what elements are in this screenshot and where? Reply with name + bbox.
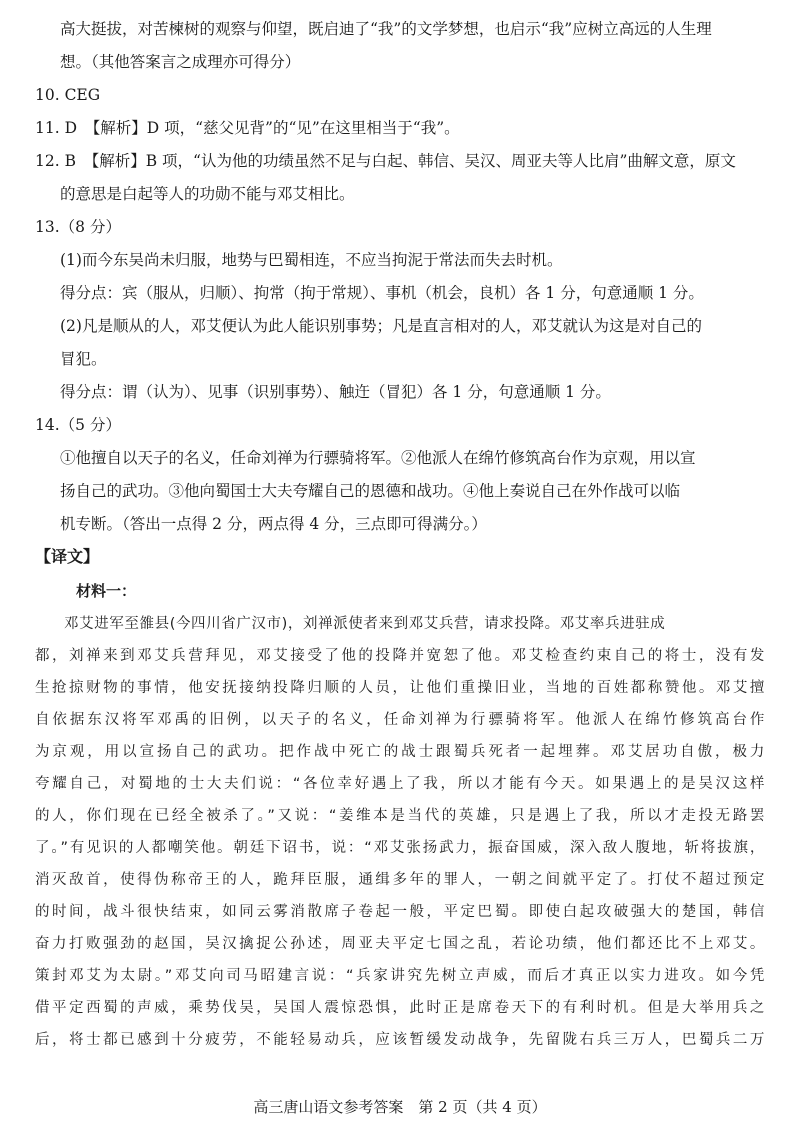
answer-13-scoring-2: 得分点：谓（认为）、见事（识别事势）、触迕（冒犯）各 1 分，句意通顺 1 分。: [60, 383, 611, 401]
translation-line: 都，刘禅来到邓艾兵营拜见，邓艾接受了他的投降并宽恕了他。邓艾检查约束自己的将士，没有发: [35, 648, 765, 664]
translation-line: 后，将士都已感到十分疲劳，不能轻易动兵，应该暂缓发动战争，先留陇右兵三万人，巴蜀兵二万: [35, 1032, 765, 1048]
translation-line: 邓艾进军至雒县(今四川省广汉市)，刘禅派使者来到邓艾兵营，请求投降。邓艾率兵进驻成: [64, 616, 666, 632]
translation-line: 为京观，用以宣扬自己的武功。把作战中死亡的战士跟蜀兵死者一起埋葬。邓艾居功自傲，极力: [35, 744, 765, 760]
translation-line: 的时间，战斗很快结束，如同云雾消散席子卷起一般，平定巴蜀。即使白起攻破强大的楚国，韩信: [35, 904, 765, 920]
answer-9-continuation-line-1: 高大挺拔，对苦楝树的观察与仰望，既启迪了“我”的文学梦想，也启示“我”应树立高远的人生理: [60, 20, 712, 38]
answer-13-part-2-line-1: (2)凡是顺从的人，邓艾便认为此人能识别事势；凡是直言相对的人，邓艾就认为这是对自己的: [60, 317, 702, 335]
answer-13-scoring-1: 得分点：宾（服从，归顺）、拘常（拘于常规）、事机（机会，良机）各 1 分，句意通顺 1 分。: [60, 284, 704, 302]
answer-11: 11. D 【解析】D 项，“慈父见背”的“见”在这里相当于“我”。: [35, 119, 460, 137]
answer-12-line-1: 12. B 【解析】B 项，“认为他的功绩虽然不足与白起、韩信、吴汉、周亚夫等人比肩”曲解文意，原文: [35, 152, 736, 170]
answer-14-line-2: 扬自己的武功。③他向蜀国士大夫夸耀自己的恩德和战功。④他上奏说自己在外作战可以临: [60, 482, 681, 500]
answer-10: 10. CEG: [35, 86, 101, 104]
translation-line: 策封邓艾为太尉。”邓艾向司马昭建言说：“兵家讲究先树立声威，而后才真正以实力进攻。如今凭: [35, 968, 765, 984]
translation-line: 借平定西蜀的声威，乘势伐吴，吴国人震惊恐惧，此时正是席卷天下的有利时机。但是大举用兵之: [35, 1000, 765, 1016]
answer-13-heading: 13.（8 分）: [35, 218, 121, 236]
answer-14-line-3: 机专断。（答出一点得 2 分，两点得 4 分，三点即可得满分。）: [60, 515, 487, 533]
translation-line: 了。”有见识的人都嘲笑他。朝廷下诏书，说：“邓艾张扬武力，振奋国威，深入敌人腹地，斩将拔旗，: [35, 840, 765, 856]
answer-14-heading: 14.（5 分）: [35, 416, 121, 434]
translation-line: 夸耀自己，对蜀地的士大夫们说：“各位幸好遇上了我，所以才能有今天。如果遇上的是吴汉这样: [35, 776, 765, 792]
page-footer: 高三唐山语文参考答案 第 2 页（共 4 页）: [253, 1098, 547, 1116]
answer-12-line-2: 的意思是白起等人的功勋不能与邓艾相比。: [60, 185, 355, 203]
translation-line: 消灭敌首，使得伪称帝王的人，跪拜臣服，通缉多年的罪人，一朝之间就平定了。打仗不超过预定: [35, 872, 765, 888]
answer-14-line-1: ①他擅自以天子的名义，任命刘禅为行骠骑将军。②他派人在绵竹修筑高台作为京观，用以宣: [60, 449, 696, 467]
translation-heading: 【译文】: [35, 547, 100, 566]
answer-13-part-2-line-2: 冒犯。: [60, 350, 107, 368]
answer-9-continuation-line-2: 想。（其他答案言之成理亦可得分）: [60, 53, 301, 71]
translation-line: 自依据东汉将军邓禹的旧例，以天子的名义，任命刘禅为行骠骑将军。他派人在绵竹修筑高台作: [35, 712, 765, 728]
translation-line: 生抢掠财物的事情，他安抚接纳投降归顺的人员，让他们重操旧业，当地的百姓都称赞他。邓艾擅: [35, 680, 765, 696]
translation-line: 的人，你们现在已经全被杀了。”又说：“姜维本是当代的英雄，只是遇上了我，所以才走投无路罢: [35, 808, 765, 824]
translation-line: 奋力打败强劲的赵国，吴汉擒捉公孙述，周亚夫平定七国之乱，若论功绩，他们都还比不上邓艾。: [35, 936, 765, 952]
material-one-label: 材料一：: [76, 582, 137, 600]
answer-13-part-1: (1)而今东吴尚未归服，地势与巴蜀相连，不应当拘泥于常法而失去时机。: [60, 251, 563, 269]
